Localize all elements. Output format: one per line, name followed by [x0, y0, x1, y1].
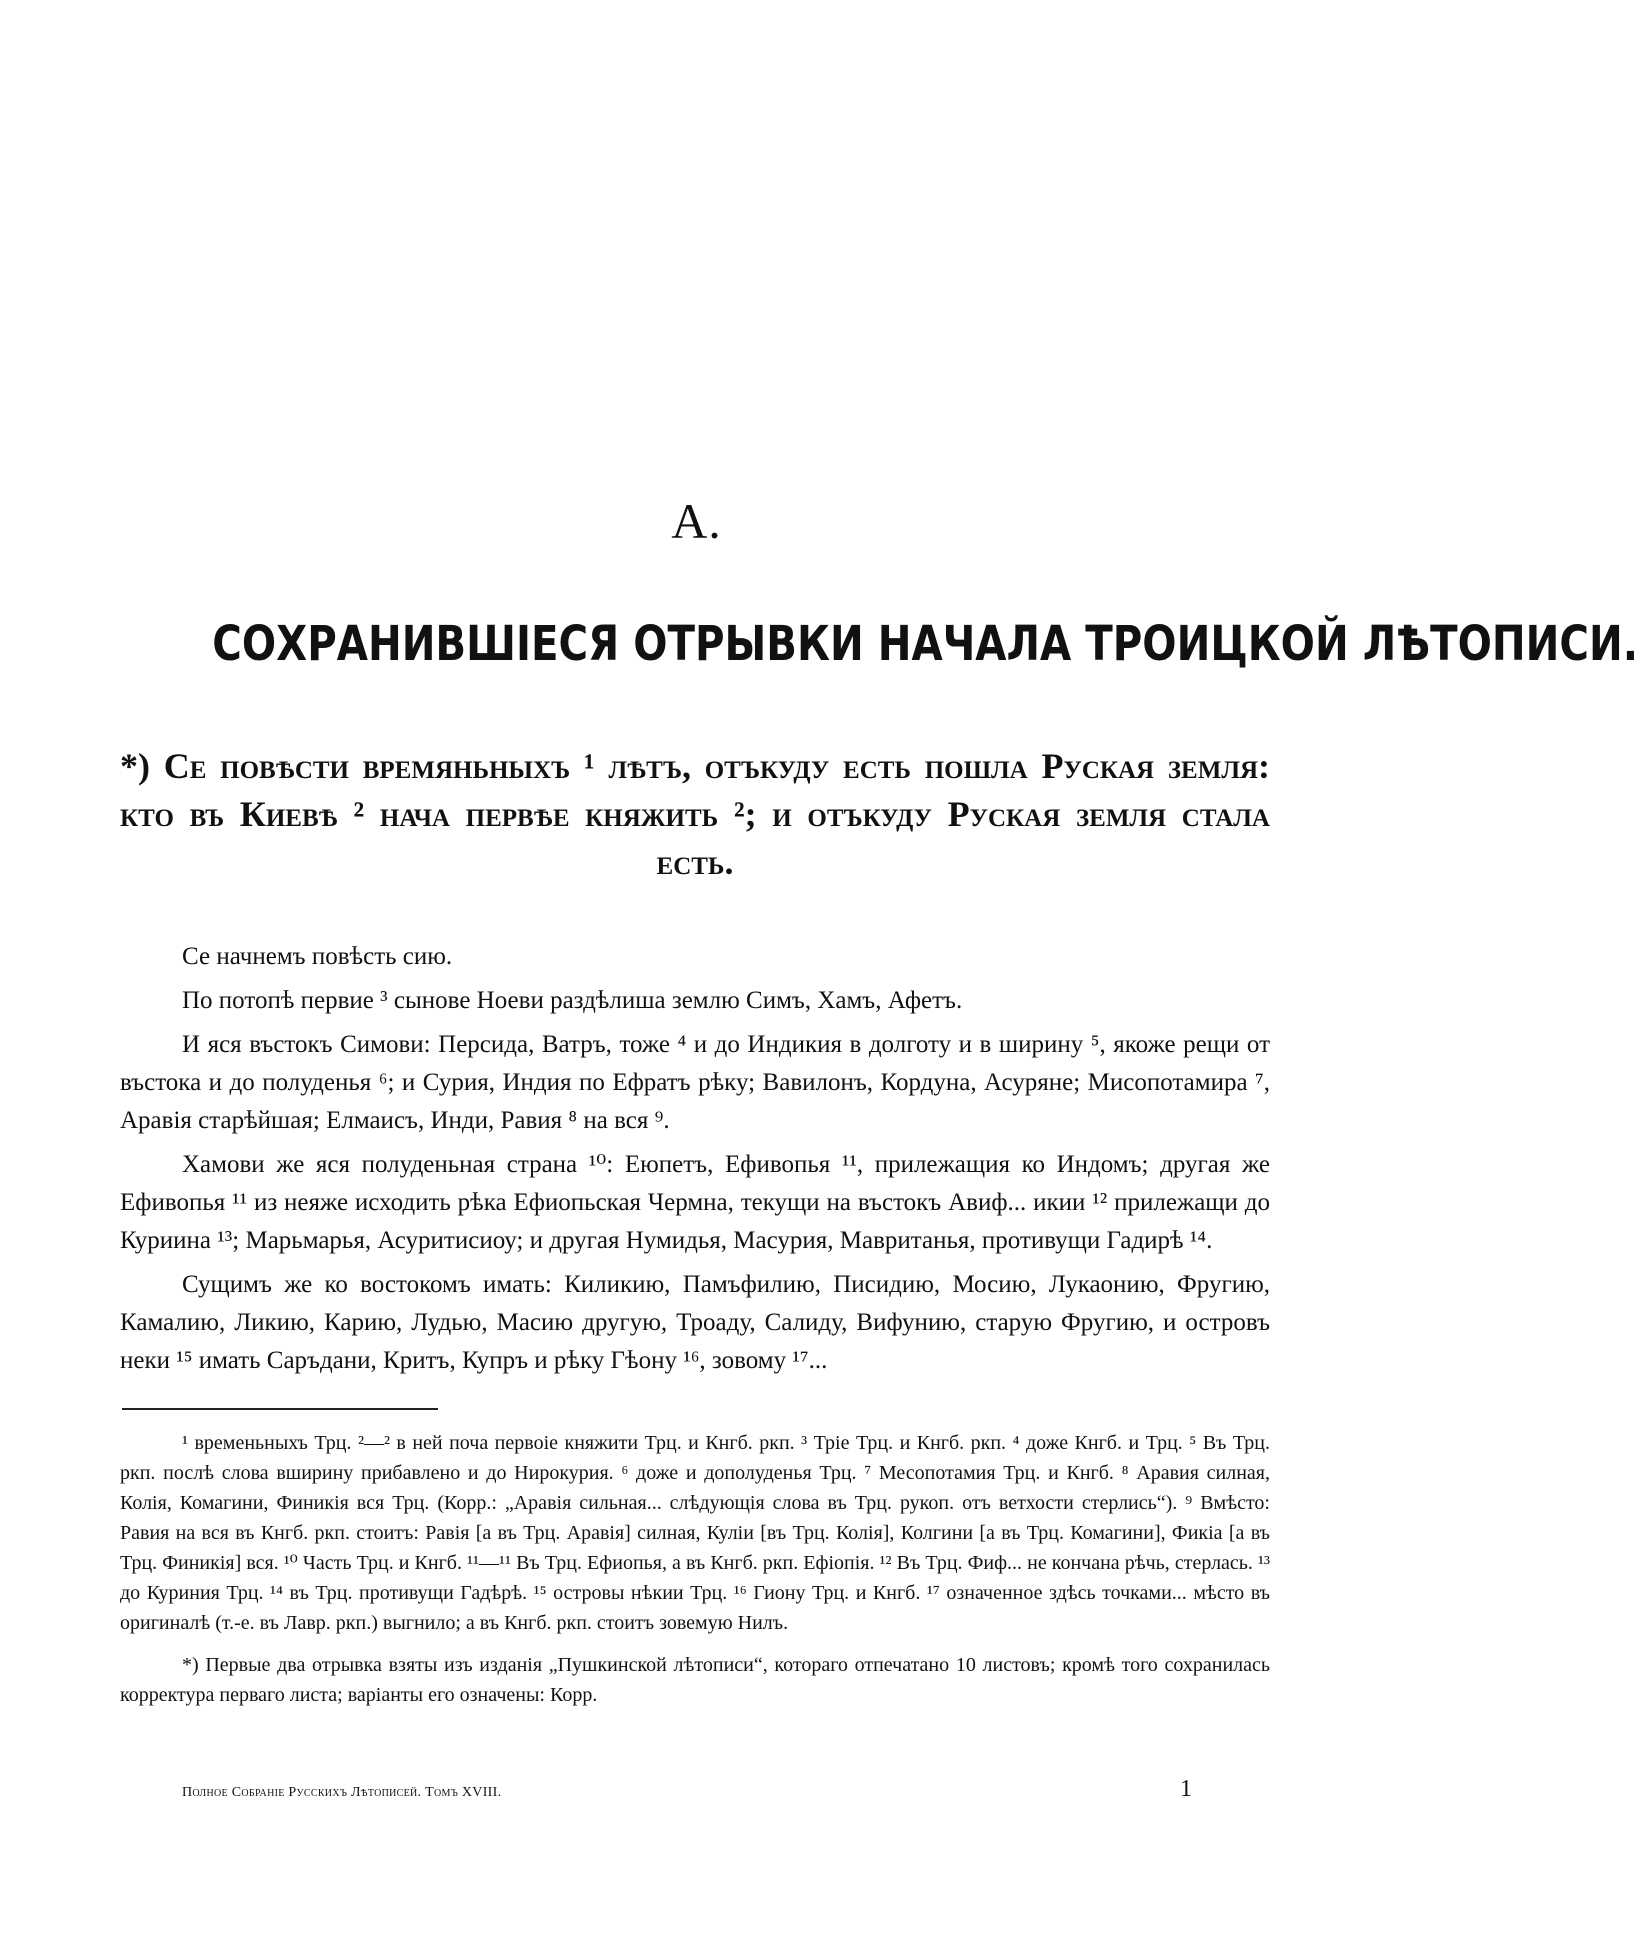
paragraph: Хамови же яся полуденьная страна ¹⁰: Еюпетъ, Ефивопья ¹¹, прилежащия ко Индомъ; другая же Ефивопья ¹¹ из неяже исходить рѣка Ефиопьская Чермна, текущи на въстокъ Авиф... икии ¹² прилежащи до Куриина ¹³; Марьмарья, Асуритисиоу; и другая Нумидья, Масурия, Мавританья, противущи Гадирѣ ¹⁴.	[120, 1151, 1270, 1254]
section-letter: А.	[671, 493, 722, 549]
footnote-text: ¹ временьныхъ Трц. ²—² в ней поча первоіе княжити Трц. и Кнгб. ркп. ³ Тріе Трц. и Кнгб. ркп. ⁴ доже Кнгб. и Трц. ⁵ Въ Трц. ркп. послѣ слова вширину прибавлено и до Нирокурия. ⁶ доже и дополуденья Трц. ⁷ Месопотамия Трц. и Кнгб. ⁸ Аравия силная, Колія, Комагини, Финикія вся Трц. (Корр.: „Аравія сильная... слѣдующія слова въ Трц. рукоп. отъ ветхости стерлись“). ⁹ Вмѣсто: Равия на вся въ Кнгб. ркп. стоитъ: Равія [а въ Трц. Аравія] силная, Куліи [въ Трц. Колія], Колгини [а въ Трц. Комагини], Фикіа [а въ Трц. Финикія] вся. ¹⁰ Часть Трц. и Кнгб. ¹¹—¹¹ Въ Трц. Ефиопья, а въ Кнгб. ркп. Ефіопія. ¹² Въ Трц. Фиф... не кончана рѣчь, стерлась. ¹³ до Куриния Трц. ¹⁴ въ Трц. противущи Гадѣрѣ. ¹⁵ островы нѣкии Трц. ¹⁶ Гиону Трц. и Кнгб. ¹⁷ означенное здѣсь точками... мѣсто въ оригиналѣ (т.-е. въ Лавр. ркп.) выгнило; а въ Кнгб. ркп. стоитъ зовемую Нилъ.	[120, 1432, 1270, 1634]
paragraph: Се начнемъ повѣсть сию.	[182, 943, 453, 970]
running-footer: Полное Собраніе Русскихъ Лѣтописей. Томъ XVIII.	[182, 1785, 502, 1800]
paragraph: И яся въстокъ Симови: Персида, Ватръ, тоже ⁴ и до Индикия в долготу и в ширину ⁵, якоже рещи от въстока и до полуденья ⁶; и Сурия, Индия по Ефратъ рѣку; Вавилонъ, Кордуна, Асуряне; Мисопотамира ⁷, Аравія старѣйшая; Елмаисъ, Инди, Равия ⁸ на вся ⁹.	[120, 1031, 1270, 1134]
editor-note: *) Первые два отрывка взяты изъ изданія „Пушкинской лѣтописи“, котораго отпечатано 10 листовъ; кромѣ того сохранилась корректура перваго листа; варіанты его означены: Корр.	[120, 1654, 1270, 1706]
footnotes	[120, 1428, 1270, 1710]
body-text	[120, 938, 1270, 1386]
paragraph: Сущимъ же ко востокомъ имать: Киликию, Памъфилию, Писидию, Мосию, Лукаонию, Фругию, Камалию, Ликию, Карию, Лудью, Масию другую, Троаду, Салиду, Вифунию, старую Фругию, и островъ неки ¹⁵ имать Саръдани, Критъ, Купръ и рѣку Гѣону ¹⁶, зовому ¹⁷...	[120, 1271, 1270, 1374]
page-number: 1	[1180, 1776, 1192, 1802]
paragraph: По потопѣ первие ³ сынове Ноеви раздѣлиша землю Симъ, Хамъ, Афетъ.	[182, 987, 963, 1014]
page-title: СОХРАНИВШІЕСЯ ОТРЫВКИ НАЧАЛА ТРОИЦКОЙ ЛѢТОПИСИ.	[212, 616, 1638, 672]
footnote-divider	[122, 1408, 438, 1410]
chapter-heading: *) Се повѣсти времяньныхъ ¹ лѣтъ, отъкуду есть пошла Руская земля: кто въ Киевѣ ² нача первѣе княжить ²; и отъкуду Руская земля стала есть.	[120, 746, 1270, 882]
